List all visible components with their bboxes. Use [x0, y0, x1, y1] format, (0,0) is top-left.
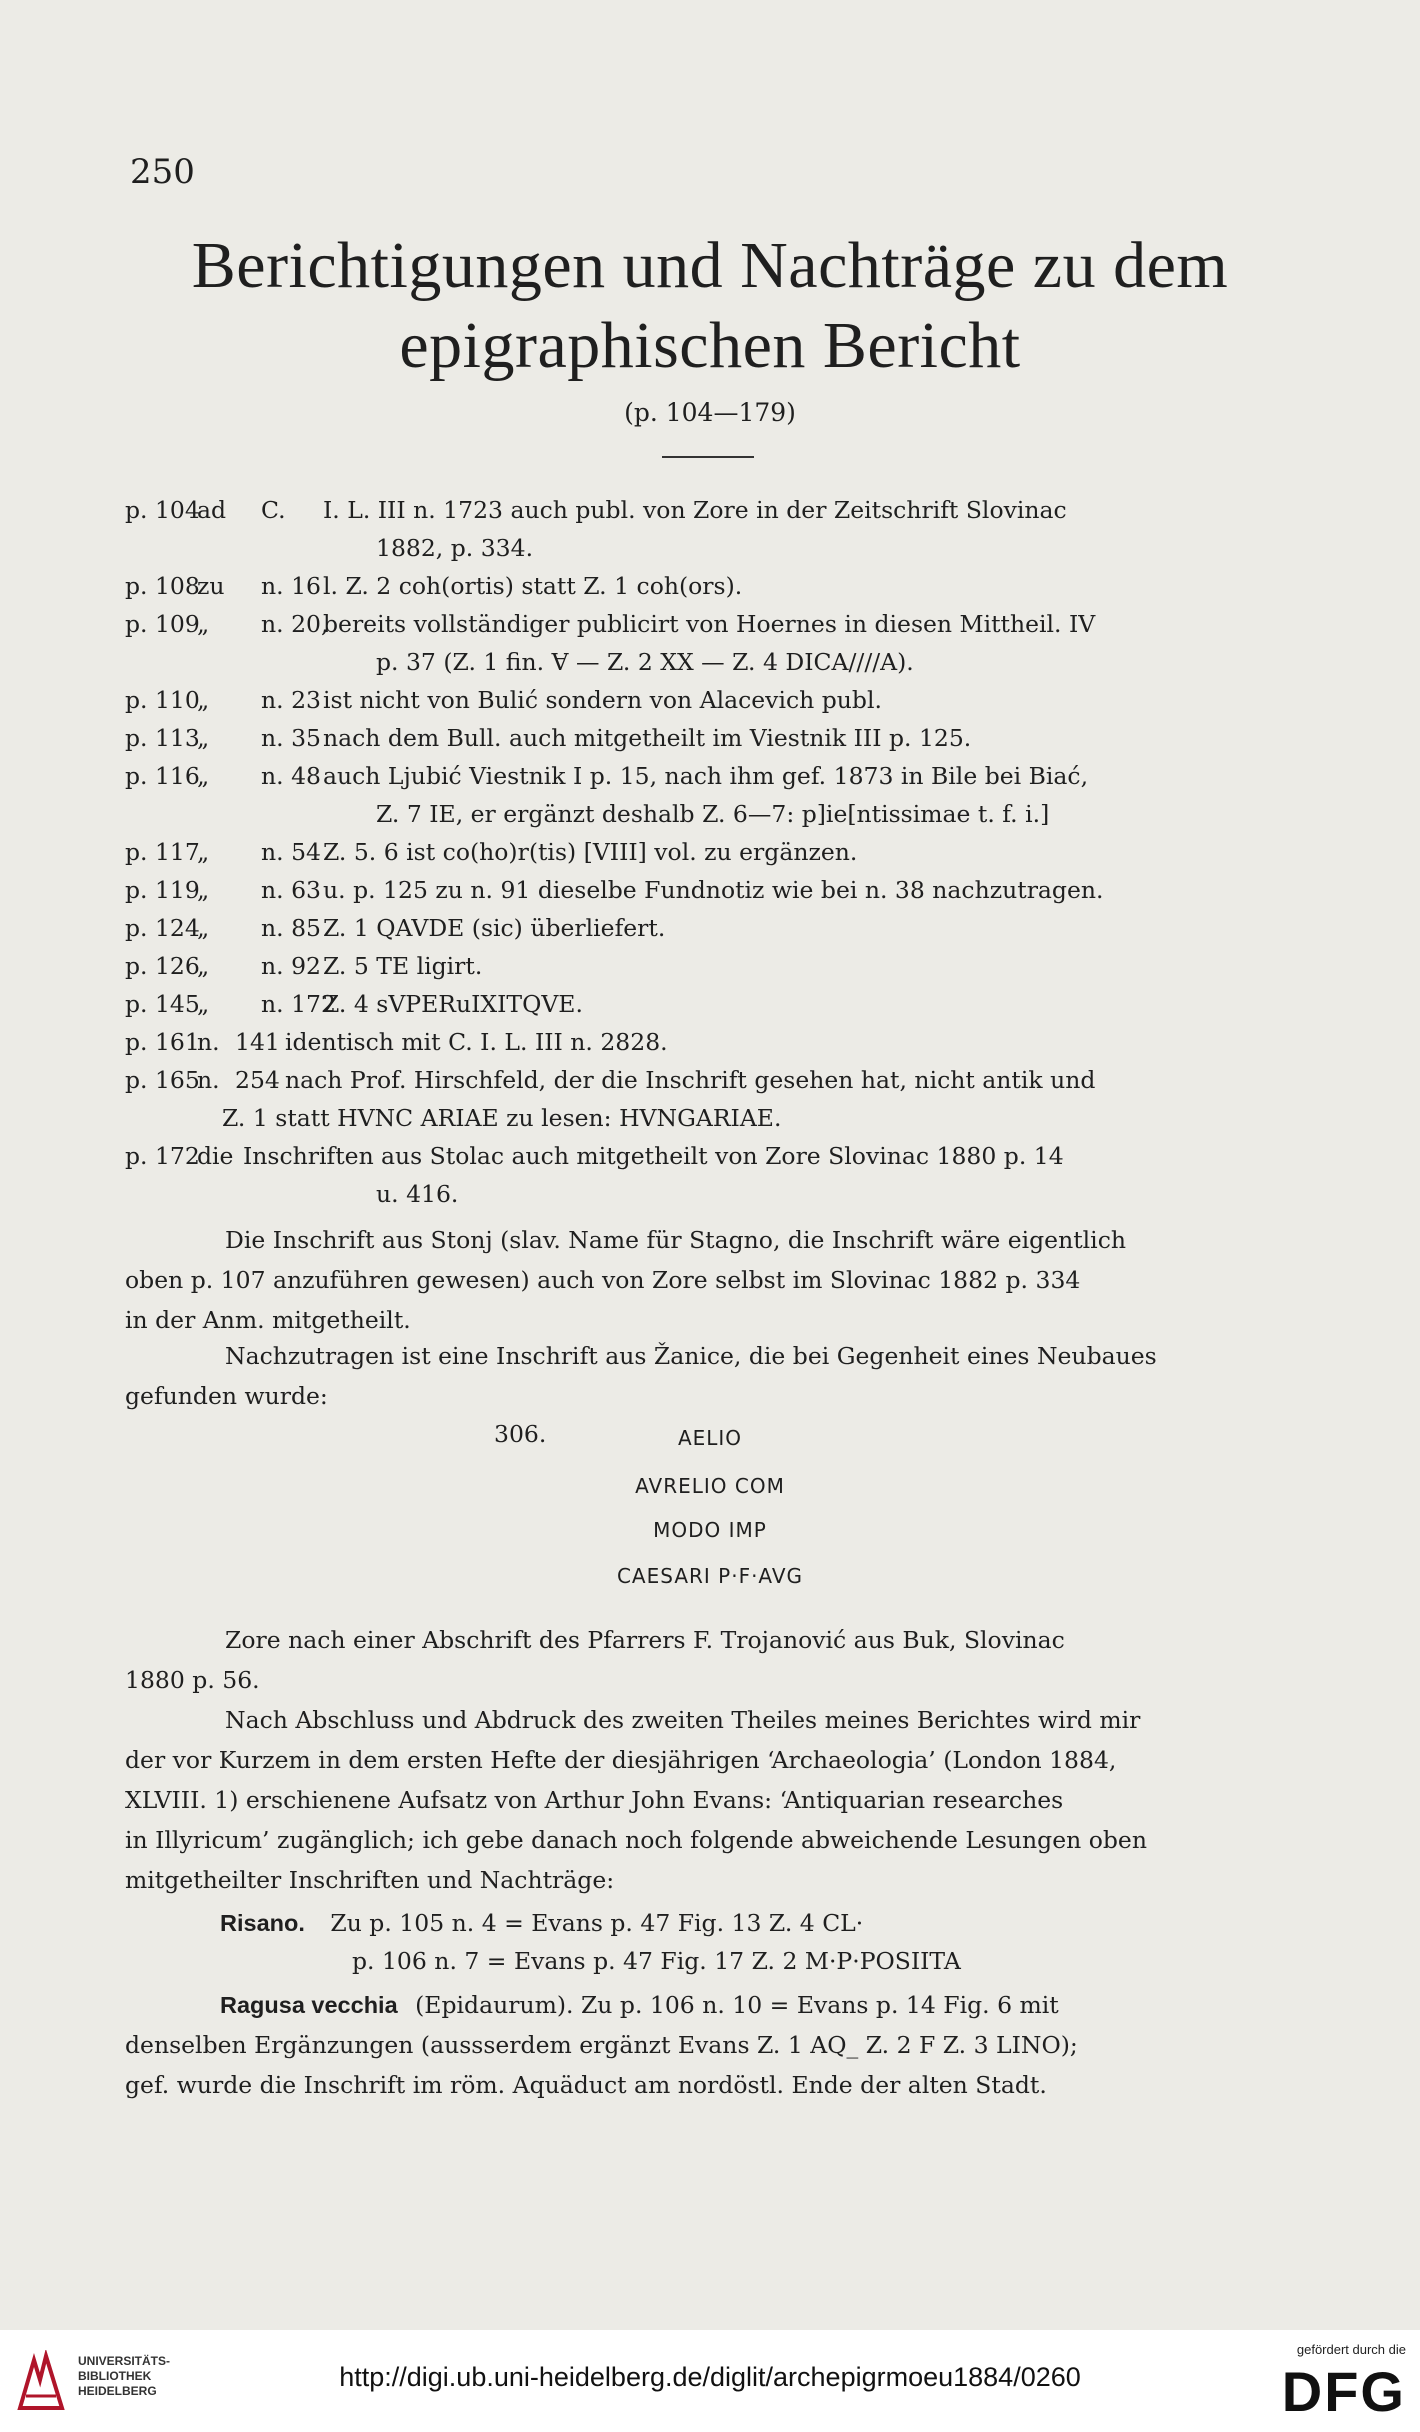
correction-row: p. 124„ n. 85Z. 1 QAVDE (sic) überliefert.	[125, 914, 666, 942]
correction-row: p. 145„ n. 172Z. 4 sVPERuIXITQVE.	[125, 990, 583, 1018]
correction-continuation: u. 416.	[376, 1180, 459, 1208]
correction-row: p. 117„ n. 54Z. 5. 6 ist co(ho)r(tis) [VIII] vol. zu ergänzen.	[125, 838, 858, 866]
risano-entry: Risano. Zu p. 105 n. 4 = Evans p. 47 Fig. 13 Z. 4 CL·	[220, 1909, 864, 1937]
correction-row: p. 104ad C. I. L. III n. 1723 auch publ. von Zore in der Zeitschrift Slovinac	[125, 496, 1067, 524]
paragraph-zore: Zore nach einer Abschrift des Pfarrers F. Trojanović aus Buk, Slovinac 1880 p. 56.	[125, 1626, 1065, 1694]
title-divider	[662, 456, 754, 458]
correction-continuation: 1882, p. 334.	[376, 534, 534, 562]
correction-row: p. 108zu n. 16l. Z. 2 coh(ortis) statt Z. 1 coh(ors).	[125, 572, 743, 600]
paragraph-stonj: Die Inschrift aus Stonj (slav. Name für Stagno, die Inschrift wäre eigentlich oben p. 107 anzuführen gewesen) auch von Zore selbst im Slovinac 1882 p. 334 in der Anm. mitgetheilt.	[125, 1226, 1126, 1334]
page-title-line-1: Berichtigungen und Nachträge zu dem	[191, 229, 1229, 302]
permalink-url[interactable]: http://digi.ub.uni-heidelberg.de/diglit/archepigrmoeu1884/0260	[339, 2362, 1081, 2392]
page-number: 250	[130, 152, 195, 192]
university-library-logo[interactable]: UNIVERSITÄTS- BIBLIOTHEK HEIDELBERG	[78, 2354, 171, 2398]
paragraph-evans: Nach Abschluss und Abdruck des zweiten Theiles meines Berichtes wird mir der vor Kurzem in dem ersten Hefte der diesjährigen ‘Archaeologia’ (London 1884, XLVIII. 1) erschienene Aufsatz von Arthur John Evans: ‘Antiquarian researches in Illyricum’ zugänglich; ich gebe danach noch folgende abweichende Lesungen oben mitgetheilter Inschriften und Nachträge:	[125, 1706, 1147, 1894]
funded-by-label: gefördert durch die	[1296, 2342, 1406, 2357]
correction-row: p. 165n. 254 nach Prof. Hirschfeld, der die Inschrift gesehen hat, nicht antik und	[125, 1066, 1096, 1094]
correction-continuation: Z. 1 statt HVNC ARIAE zu lesen: HVNGARIAE.	[222, 1104, 782, 1132]
inscription-line: MODO IMP	[653, 1518, 767, 1542]
correction-row: p. 116„ n. 48auch Ljubić Viestnik I p. 15, nach ihm gef. 1873 in Bile bei Biać,	[125, 762, 1089, 790]
correction-row: p. 126„ n. 92Z. 5 TE ligirt.	[125, 952, 483, 980]
correction-row: p. 109„ n. 20,bereits vollständiger publicirt von Hoernes in diesen Mittheil. IV	[125, 610, 1096, 638]
ragusa-label: Ragusa vecchia	[220, 1992, 398, 2018]
correction-row: p. 161n. 141 identisch mit C. I. L. III n. 2828.	[125, 1028, 668, 1056]
risano-entry-line-2: p. 106 n. 7 = Evans p. 47 Fig. 17 Z. 2 M·P·POSIITA	[352, 1947, 961, 1975]
dfg-logo[interactable]: DFG	[1281, 2360, 1406, 2423]
inscription-line: AELIO	[677, 1426, 743, 1450]
inscription-number: 306.	[494, 1420, 547, 1448]
correction-row: p. 172die Inschriften aus Stolac auch mitgetheilt von Zore Slovinac 1880 p. 14	[125, 1142, 1064, 1170]
ragusa-entry: Ragusa vecchia (Epidaurum). Zu p. 106 n. 10 = Evans p. 14 Fig. 6 mit	[220, 1991, 1059, 2019]
inscription-line: CAESARI P·F·AVG	[616, 1564, 804, 1588]
risano-label: Risano.	[220, 1910, 305, 1936]
paragraph-zanice: Nachzutragen ist eine Inschrift aus Žanice, die bei Gegenheit eines Neubaues gefunden wurde:	[125, 1342, 1157, 1410]
correction-continuation: p. 37 (Z. 1 fin. Ɐ — Z. 2 XX — Z. 4 DICA////A).	[376, 648, 914, 676]
correction-row: p. 110„ n. 23ist nicht von Bulić sondern von Alacevich publ.	[125, 686, 882, 714]
correction-row: p. 113„ n. 35nach dem Bull. auch mitgetheilt im Viestnik III p. 125.	[125, 724, 972, 752]
correction-continuation: Z. 7 IE, er ergänzt deshalb Z. 6—7: p]ie[ntissimae t. f. i.]	[376, 800, 1050, 828]
ragusa-entry-line-2: denselben Ergänzungen (aussserdem ergänzt Evans Z. 1 AQ_ Z. 2 F Z. 3 LINO);	[125, 2031, 1078, 2059]
page-subtitle: (p. 104—179)	[624, 398, 796, 427]
page-title-line-2: epigraphischen Bericht	[399, 309, 1021, 382]
correction-row: p. 119„ n. 63u. p. 125 zu n. 91 dieselbe Fundnotiz wie bei n. 38 nachzutragen.	[125, 876, 1104, 904]
ragusa-entry-line-3: gef. wurde die Inschrift im röm. Aquäduct am nordöstl. Ende der alten Stadt.	[125, 2071, 1047, 2099]
inscription-line: AVRELIO COM	[635, 1474, 785, 1498]
